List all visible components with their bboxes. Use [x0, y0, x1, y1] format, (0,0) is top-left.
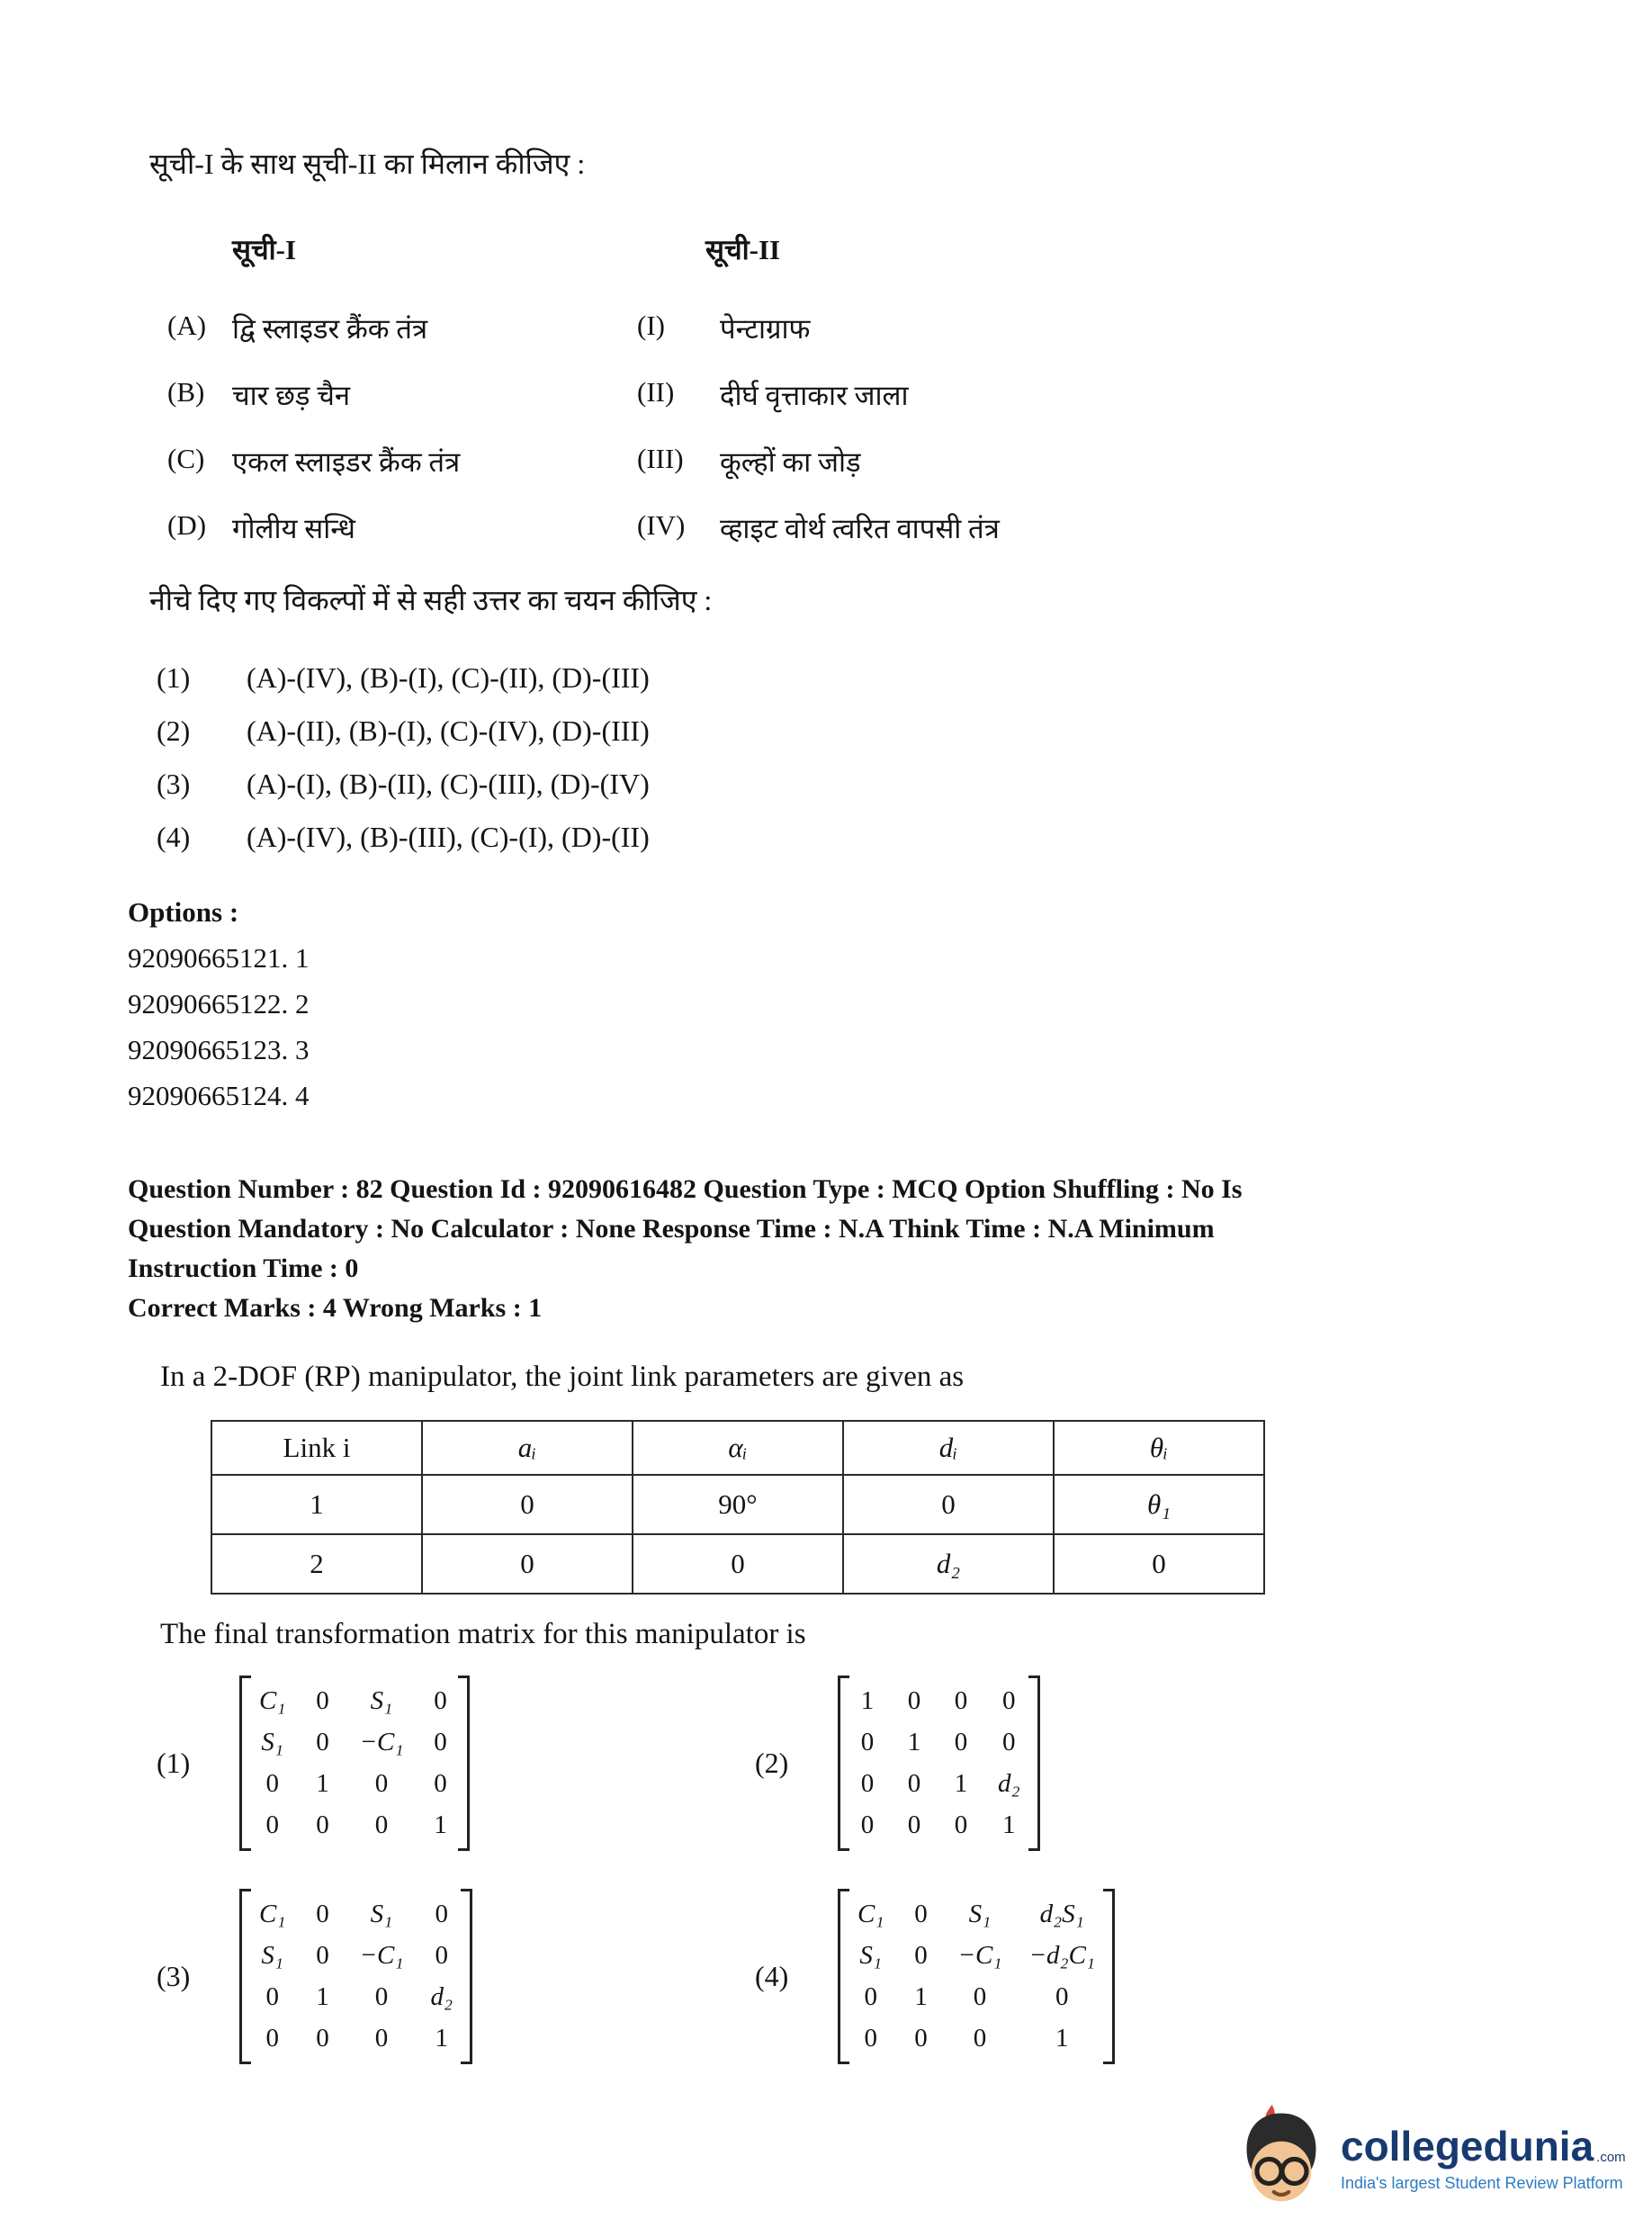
- matrix-cell: 1: [316, 1769, 329, 1798]
- pair-right-text: पेन्टाग्राफ: [720, 313, 811, 345]
- matrix-cell: 0: [907, 1810, 921, 1839]
- matrix-cell: d₂: [998, 1769, 1020, 1798]
- matrix-cell: 0: [864, 1982, 877, 2011]
- matrix-cell: 0: [954, 1728, 968, 1756]
- matrix-cell: 0: [864, 2024, 877, 2053]
- choice-text: (A)-(IV), (B)-(I), (C)-(II), (D)-(III): [247, 661, 650, 694]
- matrix-cell: 0: [860, 1728, 875, 1756]
- matrix-cell: 0: [1055, 1982, 1069, 2011]
- option-id-line: 92090665121. 1: [128, 942, 310, 974]
- matrix-cell: d₂S₁: [1039, 1900, 1084, 1928]
- brand-tagline: India's largest Student Review Platform: [1341, 2174, 1623, 2192]
- pair-right-text: कूल्हों का जोड़: [720, 446, 861, 478]
- matrix-cell: 0: [860, 1810, 875, 1839]
- choice-number: (1): [157, 661, 191, 694]
- matrix-cell: 0: [435, 1900, 448, 1928]
- brand-line: [1341, 2123, 1626, 2170]
- matrix-cell: 0: [907, 1769, 921, 1798]
- collegedunia-logo: [1235, 2104, 1626, 2215]
- question-intro: In a 2-DOF (RP) manipulator, the joint link parameters are given as: [160, 1361, 965, 1393]
- pair-left-text: द्वि स्लाइडर क्रैंक तंत्र: [232, 313, 428, 345]
- meta-line: Question Mandatory : No Calculator : None Response Time : N.A Think Time : N.A Minimum: [128, 1214, 1215, 1244]
- matrix: [838, 1889, 1115, 2064]
- matrix-cell: −C₁: [359, 1728, 404, 1756]
- table-cell: 0: [422, 1534, 633, 1594]
- matrix-cell: 1: [907, 1728, 921, 1756]
- table-row: [211, 1475, 1264, 1534]
- table-cell: 0: [843, 1475, 1054, 1534]
- option-id-line: 92090665122. 2: [128, 988, 310, 1020]
- table-header-cell: αᵢ: [633, 1421, 843, 1475]
- matrix-cell: 0: [316, 1728, 329, 1756]
- choice-number: (3): [157, 768, 191, 800]
- match-prompt: सूची-I के साथ सूची-II का मिलान कीजिए :: [149, 148, 586, 180]
- question-followup: The final transformation matrix for this manipulator is: [160, 1618, 806, 1650]
- option-number: (2): [755, 1747, 789, 1779]
- meta-line: Question Number : 82 Question Id : 92090616482 Question Type : MCQ Option Shuffling : No Is: [128, 1174, 1243, 1204]
- matrix-cell: 1: [1055, 2024, 1069, 2053]
- matrix-cell: 0: [374, 2024, 389, 2053]
- option-number: (1): [157, 1747, 191, 1779]
- matrix-cell: 0: [954, 1686, 968, 1715]
- matrix-cell: 1: [316, 1982, 329, 2011]
- choice-text: (A)-(II), (B)-(I), (C)-(IV), (D)-(III): [247, 714, 650, 747]
- matrix-cell: 0: [914, 1941, 928, 1970]
- matrix-cell: S₁: [370, 1900, 393, 1928]
- matrix-option-2: [755, 1675, 1115, 1851]
- matrix-cell: S₁: [261, 1941, 284, 1970]
- pair-right-label: (II): [637, 376, 675, 408]
- choice-number: (2): [157, 714, 191, 747]
- matrix-cell: −d₂C₁: [1028, 1941, 1096, 1970]
- pair-left-label: (A): [167, 310, 207, 341]
- matrix-cell: 0: [374, 1982, 389, 2011]
- meta-line: Instruction Time : 0: [128, 1253, 359, 1283]
- match-lists: [167, 230, 1000, 547]
- choice-text: (A)-(IV), (B)-(III), (C)-(I), (D)-(II): [247, 821, 650, 853]
- table-cell: 0: [422, 1475, 633, 1534]
- choice-row: [157, 714, 650, 748]
- matrix-cell: 0: [434, 1686, 447, 1715]
- table-header-cell: aᵢ: [422, 1421, 633, 1475]
- matrix-cell: 1: [434, 1810, 447, 1839]
- choice-row: [157, 821, 650, 854]
- choice-row: [157, 661, 650, 695]
- pair-right-text: दीर्घ वृत्ताकार जाला: [720, 380, 909, 411]
- pair-left-text: एकल स्लाइडर क्रैंक तंत्र: [232, 446, 461, 478]
- matrix-cell: 0: [435, 1941, 448, 1970]
- meta-marks-line: Correct Marks : 4 Wrong Marks : 1: [128, 1293, 543, 1323]
- matrix-cell: 0: [973, 2024, 987, 2053]
- matrix: [239, 1889, 472, 2064]
- table-cell: 90°: [633, 1475, 843, 1534]
- matrix-option-4: [755, 1889, 1115, 2064]
- table-cell: 2: [211, 1534, 422, 1594]
- matrix-cell: d₂: [430, 1982, 453, 2011]
- option-id-line: 92090665123. 3: [128, 1034, 310, 1065]
- matrix-cell: 1: [435, 2024, 448, 2053]
- matrix-cell: 0: [316, 1686, 329, 1715]
- matrix-cell: 1: [1002, 1810, 1016, 1839]
- pair-right-text: व्हाइट वोर्थ त्वरित वापसी तंत्र: [720, 513, 1000, 544]
- matrix-options: [157, 1675, 1115, 2064]
- list2-header: सूची-II: [705, 234, 781, 265]
- pair-left-text: चार छड़ चैन: [232, 380, 351, 411]
- choose-prompt: नीचे दिए गए विकल्पों में से सही उत्तर का चयन कीजिए :: [149, 584, 713, 616]
- pair-left-text: गोलीय सन्धि: [232, 513, 355, 544]
- matrix-cell: 0: [434, 1728, 447, 1756]
- pair-right-label: (IV): [637, 509, 686, 541]
- option-number: (4): [755, 1960, 789, 1992]
- list1-header: सूची-I: [232, 234, 297, 265]
- matrix-cell: 0: [265, 2024, 279, 2053]
- brand-text-block: [1341, 2125, 1626, 2193]
- collegedunia-mascot-icon: [1235, 2104, 1328, 2215]
- matrix-cell: 0: [316, 1900, 329, 1928]
- matrix-cell: 0: [316, 1810, 329, 1839]
- matrix-cell: S₁: [859, 1941, 883, 1970]
- matrix-cell: S₁: [968, 1900, 992, 1928]
- question-metadata: [128, 1170, 1531, 1328]
- matrix-cell: 0: [1002, 1728, 1016, 1756]
- options-block: [128, 889, 310, 1118]
- table-row: [211, 1534, 1264, 1594]
- matrix-cell: −C₁: [957, 1941, 1002, 1970]
- matrix-cell: 0: [973, 1982, 987, 2011]
- pair-right-label: (III): [637, 443, 684, 474]
- pair-left-label: (D): [167, 509, 207, 541]
- matrix-cell: 0: [265, 1810, 279, 1839]
- matrix-cell: 0: [860, 1769, 875, 1798]
- table-cell: θ₁: [1054, 1475, 1264, 1534]
- answer-choices: [157, 661, 650, 874]
- matrix-cell: 0: [1002, 1686, 1016, 1715]
- choice-text: (A)-(I), (B)-(II), (C)-(III), (D)-(IV): [247, 768, 650, 800]
- matrix-cell: 1: [914, 1982, 928, 2011]
- matrix-cell: C₁: [857, 1900, 884, 1928]
- pair-right-label: (I): [637, 310, 665, 341]
- choice-number: (4): [157, 821, 191, 853]
- matrix: [239, 1675, 470, 1851]
- table-cell: 0: [1054, 1534, 1264, 1594]
- matrix: [838, 1675, 1040, 1851]
- matrix-cell: −C₁: [359, 1941, 404, 1970]
- matrix-cell: 0: [374, 1769, 389, 1798]
- matrix-cell: S₁: [370, 1686, 393, 1715]
- brand-suffix: .com: [1596, 2150, 1626, 2165]
- options-label: Options :: [128, 896, 239, 928]
- matrix-cell: C₁: [259, 1686, 286, 1715]
- choice-row: [157, 768, 650, 801]
- matrix-cell: 1: [954, 1769, 968, 1798]
- matrix-cell: C₁: [259, 1900, 286, 1928]
- matrix-option-3: [157, 1889, 755, 2064]
- matrix-cell: 0: [374, 1810, 389, 1839]
- table-cell: d₂: [843, 1534, 1054, 1594]
- matrix-cell: 0: [316, 1941, 329, 1970]
- matrix-cell: 0: [434, 1769, 447, 1798]
- table-header-cell: Link i: [211, 1421, 422, 1475]
- table-header-cell: θᵢ: [1054, 1421, 1264, 1475]
- matrix-cell: S₁: [261, 1728, 284, 1756]
- matrix-cell: 0: [914, 1900, 928, 1928]
- brand-name: collegedunia: [1341, 2123, 1594, 2170]
- table-cell: 1: [211, 1475, 422, 1534]
- table-header-row: [211, 1421, 1264, 1475]
- matrix-cell: 0: [954, 1810, 968, 1839]
- matrix-option-1: [157, 1675, 755, 1851]
- joint-parameters-table: [211, 1420, 1265, 1595]
- table-header-cell: dᵢ: [843, 1421, 1054, 1475]
- table-cell: 0: [633, 1534, 843, 1594]
- matrix-cell: 1: [860, 1686, 875, 1715]
- matrix-cell: 0: [316, 2024, 329, 2053]
- option-id-line: 92090665124. 4: [128, 1080, 310, 1111]
- matrix-cell: 0: [265, 1769, 279, 1798]
- matrix-cell: 0: [914, 2024, 928, 2053]
- option-number: (3): [157, 1960, 191, 1992]
- pair-left-label: (C): [167, 443, 205, 474]
- matrix-cell: 0: [265, 1982, 279, 2011]
- matrix-cell: 0: [907, 1686, 921, 1715]
- pair-left-label: (B): [167, 376, 205, 408]
